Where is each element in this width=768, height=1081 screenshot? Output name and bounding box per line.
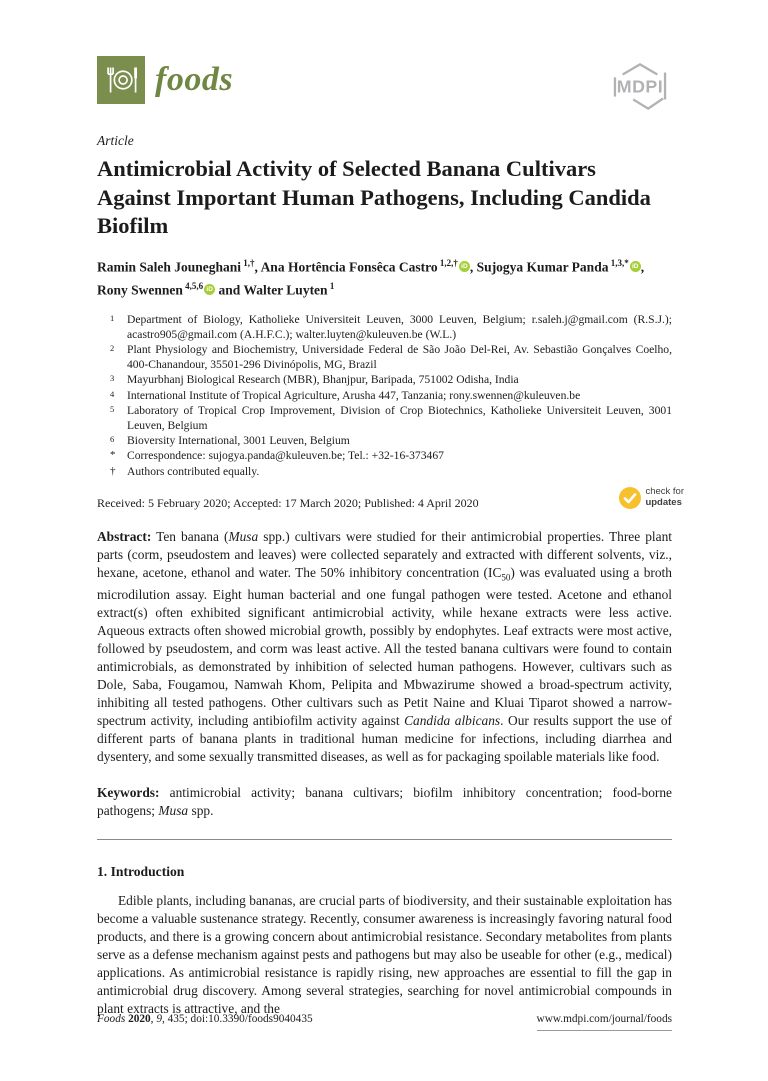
check-updates-label: check for updates xyxy=(645,486,684,508)
affiliation-item xyxy=(97,388,672,403)
affiliation-item xyxy=(97,448,672,463)
affiliation-text: Authors contributed equally. xyxy=(127,464,260,478)
keywords-text: antimicrobial activity; banana cultivars; biofilm inhibitory concentration; food-borne pathogens; Musa spp. xyxy=(97,785,672,819)
affiliation-item xyxy=(97,464,672,479)
affiliation-item xyxy=(97,433,672,448)
article-type-label: Article xyxy=(97,133,134,148)
abstract-paragraph xyxy=(97,528,672,767)
affiliation-marker: 6 xyxy=(110,434,115,445)
author-name: Rony Swennen xyxy=(97,282,183,297)
author-line: Ramin Saleh Jouneghani $^{1,\dagger}$, Ana Hortência Fonsêca Castro $^{1,2,\dagger}$ iD , Sujogya Kumar Panda $^{1,3,*}$ iD , Rony Swennen $^{4,5,6}$ iD and Walter Luyten $^1$ xyxy=(97,257,645,297)
mdpi-logo xyxy=(608,60,672,117)
keywords-label: Keywords: xyxy=(97,785,160,801)
affiliation-marker: 5 xyxy=(110,403,115,414)
affiliation-text: Plant Physiology and Biochemistry, Universidade Federal de São João Del-Rei, Av. Sebastião Gonçalves Coelho, 400-Chanandour, 35501-296 Divinópolis, MG, Brazil xyxy=(127,342,672,372)
affiliation-text: Bioversity International, 3001 Leuven, Belgium xyxy=(127,434,350,448)
fork-plate-knife-icon xyxy=(101,60,141,100)
affiliation-item xyxy=(97,342,672,372)
affiliation-text: Department of Biology, Katholieke Universiteit Leuven, 3000 Leuven, Belgium; r.saleh.j@gmail.com (R.S.J.); acastro905@gmail.com (A.H.F.C.); walter.luyten@kuleuven.be (W.L.) xyxy=(127,312,672,341)
affiliation-list xyxy=(97,312,672,479)
page-title: Antimicrobial Activity of Selected Banana Cultivars Against Important Human Pathogens, Including Candida Biofilm xyxy=(97,156,651,238)
page-footer xyxy=(97,1013,672,1031)
orcid-icon[interactable]: iD xyxy=(630,261,641,272)
orcid-icon[interactable]: iD xyxy=(459,261,470,272)
footer-journal-url[interactable]: www.mdpi.com/journal/foods xyxy=(537,1013,672,1031)
check-updates-badge[interactable] xyxy=(619,487,684,509)
affiliation-text: Laboratory of Tropical Crop Improvement, Division of Crop Biotechnics, Katholieke Universiteit Leuven, 3001 Leuven, Belgium xyxy=(127,403,672,432)
affiliation-text: International Institute of Tropical Agriculture, Arusha 447, Tanzania; rony.swennen@kuleuven.be xyxy=(127,388,581,402)
affiliation-text: Mayurbhanj Biological Research (MBR), Bhanjpur, Baripada, 751002 Odisha, India xyxy=(127,373,519,387)
introduction-heading: 1. Introduction xyxy=(97,864,185,880)
page-content xyxy=(97,0,684,1018)
check-icon xyxy=(619,487,641,509)
page-header xyxy=(97,0,672,117)
affiliation-text: Correspondence: sujogya.panda@kuleuven.be; Tel.: +32-16-373467 xyxy=(127,449,444,463)
mdpi-logo-icon xyxy=(608,60,672,112)
orcid-icon[interactable]: iD xyxy=(204,284,215,295)
abstract-label: Abstract: xyxy=(97,528,152,544)
author-name: Walter Luyten xyxy=(243,282,328,297)
footer-citation: Foods 2020, 9, 435; doi:10.3390/foods9040435 xyxy=(97,1013,313,1025)
author-name: Ramin Saleh Jouneghani xyxy=(97,259,242,274)
foods-logo-icon xyxy=(97,56,145,104)
affiliation-marker: 2 xyxy=(110,342,115,353)
affiliation-marker: † xyxy=(110,464,116,477)
affiliation-item xyxy=(97,312,672,342)
author-name: Sujogya Kumar Panda xyxy=(476,259,609,274)
keywords-paragraph xyxy=(97,784,672,820)
journal-name: foods xyxy=(155,61,234,98)
abstract-text: Ten banana (Musa spp.) cultivars were studied for their antimicrobial properties. Three plant parts (corm, pseudostem and leaves) were collected separately and extracted with different solvents, viz., hexane, acetone, ethanol and water. The 50% inhibitory concentration $(IC_{50})$ was evaluated using a broth microdilution assay. Eight human bacterial and one fungal pathogen were tested. Acetone and ethanol extract(s) often exhibited significant antimicrobial activity, while hexane extracts were less active. Aqueous extracts often showed microbial growth, possibly by endophytes. Leaf extracts were most active, followed by pseudostem, and corm was least active. All the tested banana cultivars were found to contain antimicrobials, as demonstrated by inhibition of selected human pathogens. However, cultivars such as Dole, Saba, Fougamou, Namwah Khom, Pelipita and Mbwazirume showed a broad-spectrum activity, inhibiting all tested pathogens. Other cultivars such as Petit Naine and Kluai Tiparot showed a narrow-spectrum activity, including antibiofilm activity against Candida albicans. Our results support the use of different parts of banana plants in traditional human medicine for infections, including diarrhea and dysentery, and some sexually transmitted diseases, as well as for packaging spoilable materials like food. xyxy=(97,528,672,765)
affiliation-marker: 3 xyxy=(110,373,115,384)
affiliation-marker: 4 xyxy=(110,388,115,399)
affiliation-marker: * xyxy=(110,449,116,462)
foods-journal-logo xyxy=(97,56,233,104)
affiliation-marker: 1 xyxy=(110,312,115,323)
svg-text:MDPI: MDPI xyxy=(616,76,664,97)
dates-row xyxy=(97,486,684,511)
affiliation-item xyxy=(97,372,672,387)
affiliation-item xyxy=(97,403,672,433)
section-divider xyxy=(97,839,672,840)
dates-line: Received: 5 February 2020; Accepted: 17 March 2020; Published: 4 April 2020 xyxy=(97,495,479,510)
author-name: Ana Hortência Fonsêca Castro xyxy=(260,259,438,274)
introduction-paragraph: Edible plants, including bananas, are crucial parts of biodiversity, and their sustainable exploitation has become a valuable sustenance strategy. Recently, consumer awareness is increasingly favoring natural food products, and there is a growing concern about antimicrobial resistance. Secondary metabolites from plants serve as a defense mechanism against pests and pathogens but may also be useable for other (e.g., medical) applications. As antimicrobial resistance is rapidly rising, new approaches are essential to fill the gap in antimicrobial drug discovery. Among several strategies, searching for novel antimicrobial compounds in plant extracts is attractive, and the xyxy=(97,893,672,1017)
